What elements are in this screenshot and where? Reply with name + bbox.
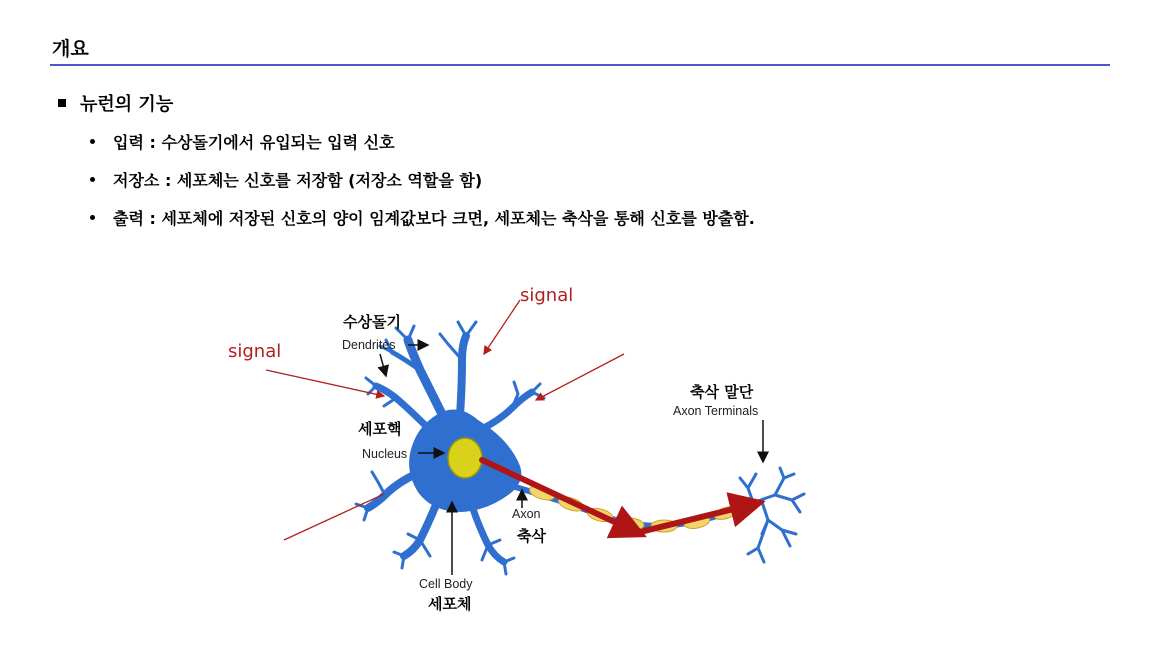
output-signal-arrows (482, 460, 754, 534)
nucleus-label-en: Nucleus (362, 447, 408, 461)
bullet-storage-text: 저장소 : 세포체는 신호를 저장함 (저장소 역할을 함) (113, 171, 483, 190)
cell-body-label-en: Cell Body (419, 577, 473, 591)
axon-label-kr: 축삭 (517, 527, 546, 545)
slide-title: 개요 (52, 38, 89, 60)
axon-terminals-label-kr: 축삭 말단 (690, 383, 754, 401)
axon-label-en: Axon (512, 507, 541, 521)
signal-label-top: signal (520, 285, 574, 306)
signal-label-left: signal (228, 341, 282, 362)
nucleus-label-kr: 세포핵 (358, 420, 402, 438)
axon-terminals (740, 468, 804, 562)
bullet-output-text: 출력 : 세포체에 저장된 신호의 양이 임계값보다 크면, 세포체는 축삭을 통해 신호를 방출함. (113, 209, 755, 228)
dendrites-label-kr: 수상돌기 (343, 313, 401, 331)
bullet-input-text: 입력 : 수상돌기에서 유입되는 입력 신호 (113, 133, 395, 152)
axon-terminals-label-en: Axon Terminals (673, 404, 759, 418)
nucleus (448, 438, 482, 478)
dendrites-label-en: Dendrites (342, 338, 396, 352)
section-heading-text: 뉴런의 기능 (80, 94, 174, 115)
cell-body-label-kr: 세포체 (428, 595, 472, 613)
